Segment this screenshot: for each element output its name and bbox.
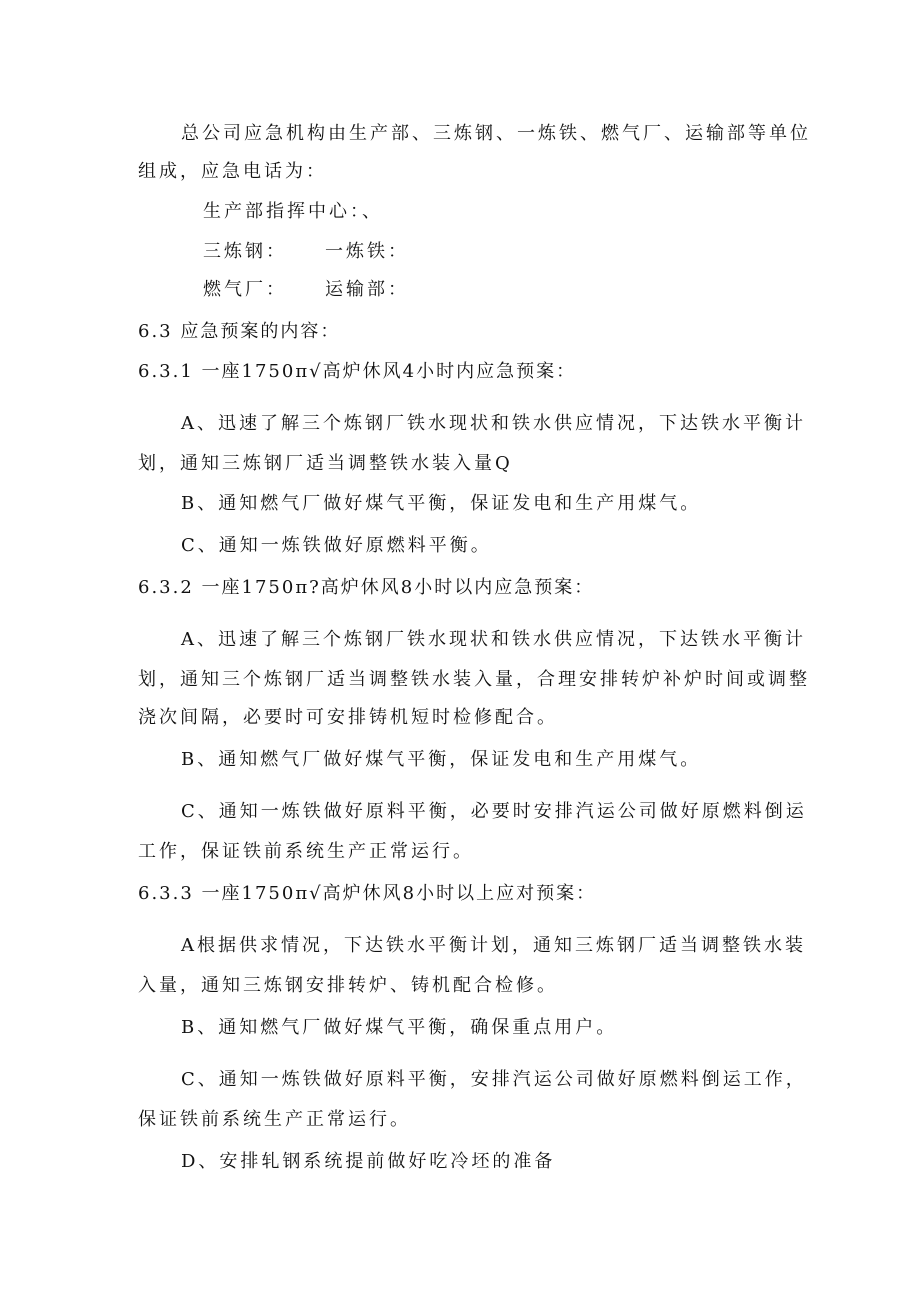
section-6-3-3-item-c-line-1: C、通知一炼铁做好原料平衡，安排汽运公司做好原燃料倒运工作， <box>181 1069 807 1090</box>
section-6-3-2-heading: 6.3.2 一座1750π?高炉休风8小时以内应急预案： <box>138 577 595 598</box>
section-6-3-heading: 6.3 应急预案的内容： <box>138 321 341 342</box>
contact-row-2 <box>203 240 409 264</box>
section-6-3-2-item-a-line-2: 划，通知三个炼钢厂适当调整铁水装入量，合理安排转炉补炉时间或调整 <box>138 669 810 690</box>
intro-line-2: 组成，应急电话为： <box>138 161 327 182</box>
section-6-3-3-item-a-line-2: 入量，通知三炼钢安排转炉、铸机配合检修。 <box>138 975 558 996</box>
section-6-3-3-heading: 6.3.3 一座1750π√高炉休风8小时以上应对预案： <box>138 883 597 904</box>
section-6-3-3-item-d: D、安排轧钢系统提前做好吃冷坯的准备 <box>181 1151 556 1172</box>
contact-gas-plant: 燃气厂： <box>203 279 287 300</box>
section-6-3-1-item-a-line-2: 划，通知三炼钢厂适当调整铁水装入量Q <box>138 453 513 474</box>
intro-line-1: 总公司应急机构由生产部、三炼钢、一炼铁、燃气厂、运输部等单位 <box>181 123 811 144</box>
contact-production-center: 生产部指挥中心：、 <box>203 201 383 222</box>
section-6-3-1-item-a-line-1: A、迅速了解三个炼钢厂铁水现状和铁水供应情况，下达铁水平衡计 <box>181 413 806 434</box>
section-6-3-1-heading: 6.3.1 一座1750π√高炉休风4小时内应急预案： <box>138 361 577 382</box>
section-6-3-3-item-c-line-2: 保证铁前系统生产正常运行。 <box>138 1109 411 1130</box>
section-6-3-3-item-b: B、通知燃气厂做好煤气平衡，确保重点用户。 <box>181 1017 618 1038</box>
section-6-3-2-item-a-line-1: A、迅速了解三个炼钢厂铁水现状和铁水供应情况，下达铁水平衡计 <box>181 629 806 650</box>
section-6-3-1-item-c: C、通知一炼铁做好原燃料平衡。 <box>181 535 492 556</box>
section-6-3-1-item-b: B、通知燃气厂做好煤气平衡，保证发电和生产用煤气。 <box>181 493 702 514</box>
section-6-3-3-item-a-line-1: A根据供求情况，下达铁水平衡计划，通知三炼钢厂适当调整铁水装 <box>181 935 806 956</box>
section-6-3-2-item-c-line-2: 工作，保证铁前系统生产正常运行。 <box>138 841 474 862</box>
contact-steelmaking-3: 三炼钢： <box>203 241 287 262</box>
section-6-3-2-item-a-line-3: 浇次间隔，必要时可安排铸机短时检修配合。 <box>138 707 558 728</box>
contact-ironmaking-1: 一炼铁： <box>325 241 409 262</box>
contact-row-3 <box>203 278 409 302</box>
contact-transport-dept: 运输部： <box>325 279 409 300</box>
section-6-3-2-item-c-line-1: C、通知一炼铁做好原料平衡，必要时安排汽运公司做好原燃料倒运 <box>181 801 807 822</box>
section-6-3-2-item-b: B、通知燃气厂做好煤气平衡，保证发电和生产用煤气。 <box>181 749 702 770</box>
